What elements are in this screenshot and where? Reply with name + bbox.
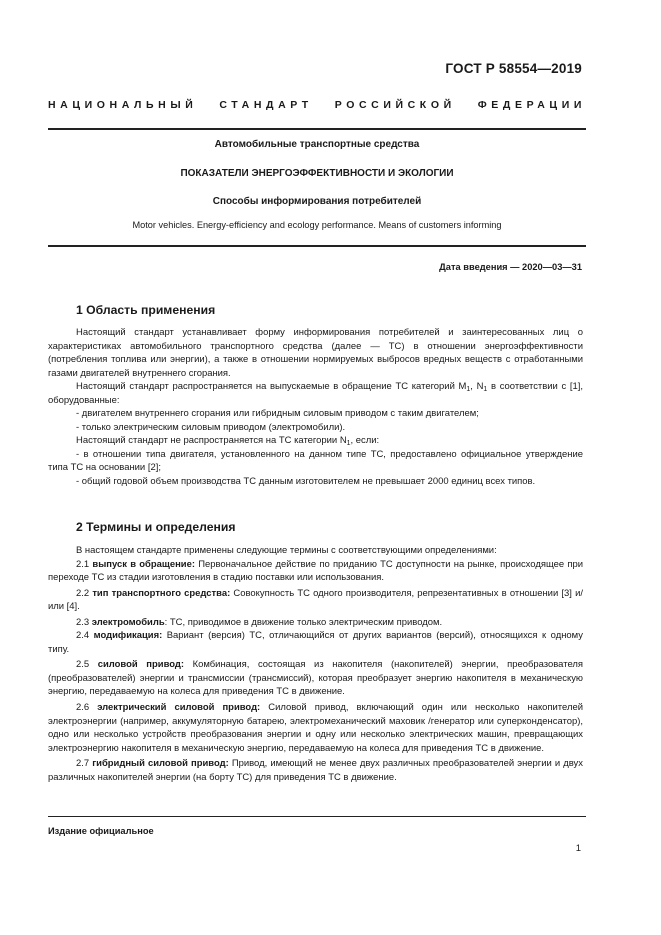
def-number: 2.1 — [76, 558, 93, 570]
introduction-date: Дата введения — 2020—03—31 — [439, 262, 582, 272]
definition-2-5 — [48, 658, 583, 699]
title-line-2: ПОКАЗАТЕЛИ ЭНЕРГОЭФФЕКТИВНОСТИ И ЭКОЛОГИИ — [180, 168, 454, 179]
s1-paragraph-4: - только электрическим силовым приводом (электромобили). — [76, 421, 346, 433]
def-term: тип транспортного средства: — [92, 587, 231, 599]
def-text: Привод, имеющий не менее двух различных преобразователей энергии и двух различных накопителей энергии (на борту ТС) для приведения ТС в движение. — [48, 758, 583, 783]
def-number: 2.4 — [76, 630, 94, 642]
def-number: 2.3 — [76, 616, 92, 628]
title-bottom-rule — [48, 245, 586, 247]
title-english: Motor vehicles. Energy-efficiency and ecology performance. Means of customers informing — [132, 220, 502, 230]
def-number: 2.6 — [76, 702, 98, 714]
section-2-body — [48, 544, 583, 784]
def-text: Совокупность ТС одного производителя, репрезентативных в отношении [3] и/или [4]. — [48, 587, 583, 613]
definition-2-6 — [48, 701, 583, 755]
def-term: выпуск в обращение: — [92, 558, 195, 570]
s1-p5-text-b: , если: — [350, 435, 380, 447]
def-text: : ТС, приводимое в движение только электрическим приводом. — [164, 616, 443, 628]
section-1-body — [48, 326, 583, 489]
s1-paragraph-3: - двигателем внутреннего сгорания или гибридным силовым приводом с таким двигателем; — [76, 408, 479, 420]
def-text: Первоначальное действие по приданию ТС доступности на рынке, происходящее при переходе ТС из стадии изготовления в стадию поставки или использования. — [48, 558, 583, 584]
footer-rule — [48, 816, 586, 817]
section-1-heading: 1 Область применения — [76, 303, 216, 317]
def-term: гибридный силовой привод: — [92, 758, 229, 770]
page-number: 1 — [575, 843, 581, 854]
def-text: Вариант (версия) ТС, отличающийся от других вариантов (версий), относящихся к одному типу. — [48, 630, 583, 655]
s1-p2-text-b: , N — [470, 381, 484, 393]
s1-p5-text-a: Настоящий стандарт не распространяется на ТС категории N — [76, 435, 347, 447]
def-term: модификация: — [93, 630, 163, 642]
s1-paragraph-7: - общий годовой объем производства ТС данным изготовителем не превышает 2000 единиц всех типов. — [76, 476, 536, 488]
definition-2-2 — [48, 587, 583, 614]
def-number: 2.2 — [76, 587, 93, 599]
s1-paragraph-1: Настоящий стандарт устанавливает форму информирования потребителей и заинтересованных лиц о характеристиках автомобильного транспортного средства (далее — ТС) в отношении энергоэффективности (потребления топлива или энергии), а также в отношении нормируемых выбросов вредных веществ с отработанными газами двигателей внутреннего сгорания. — [48, 327, 583, 379]
def-number: 2.5 — [76, 659, 98, 671]
top-rule — [48, 128, 586, 130]
def-term: электрический силовой привод: — [97, 702, 261, 714]
title-line-1: Автомобильные транспортные средства — [214, 139, 420, 150]
def-number: 2.7 — [76, 758, 93, 770]
official-edition-label: Издание официальное — [48, 826, 154, 836]
s1-paragraph-5 — [48, 434, 583, 448]
standard-number: ГОСТ Р 58554—2019 — [445, 61, 582, 76]
national-standard-heading: НАЦИОНАЛЬНЫЙ СТАНДАРТ РОССИЙСКОЙ ФЕДЕРАЦИИ — [48, 99, 586, 111]
s1-p2-sub-2: 1 — [483, 386, 488, 394]
definition-2-1 — [48, 558, 583, 585]
def-text: Комбинация, состоящая из накопителя (накопителей) энергии, преобразователя (преобразователей) энергии и трансмиссии (трансмиссий), которая преобразует энергию накопителя в механическую энергию, передаваемую на колеса для приведения ТС в движение. — [48, 659, 583, 698]
s2-intro: В настоящем стандарте применены следующие термины с соответствующими определениями: — [76, 545, 497, 556]
s1-p5-sub: 1 — [346, 440, 351, 448]
s1-p2-sub-1: 1 — [466, 386, 471, 394]
definition-2-7 — [48, 757, 583, 784]
s1-p2-text-c: в соответствии с [1], оборудованные: — [48, 381, 583, 406]
def-term: электромобиль — [91, 616, 165, 628]
definition-2-4 — [48, 629, 583, 656]
def-term: силовой привод: — [97, 659, 185, 671]
s1-p2-text-a: Настоящий стандарт распространяется на выпускаемые в обращение ТС категорий М — [76, 381, 467, 393]
s1-paragraph-6: - в отношении типа двигателя, установленного на данном типе ТС, предоставлено официальное утверждение типа ТС на основании [2]; — [48, 448, 583, 474]
s1-paragraph-2 — [48, 380, 583, 407]
def-text: Силовой привод, включающий один или несколько накопителей электроэнергии (например, аккумуляторную батарею, электромеханический маховик /генератор или суперконденсатор), одно или несколько устройств преобразования энергии и одну или несколько электрических машин, превращающих электроэнергию накопителя в механическую энергию, передаваемую на колеса для приведения ТС в движение. — [48, 702, 583, 754]
title-line-3: Способы информирования потребителей — [212, 196, 422, 207]
definition-2-3 — [48, 616, 583, 630]
section-2-heading: 2 Термины и определения — [76, 520, 236, 534]
